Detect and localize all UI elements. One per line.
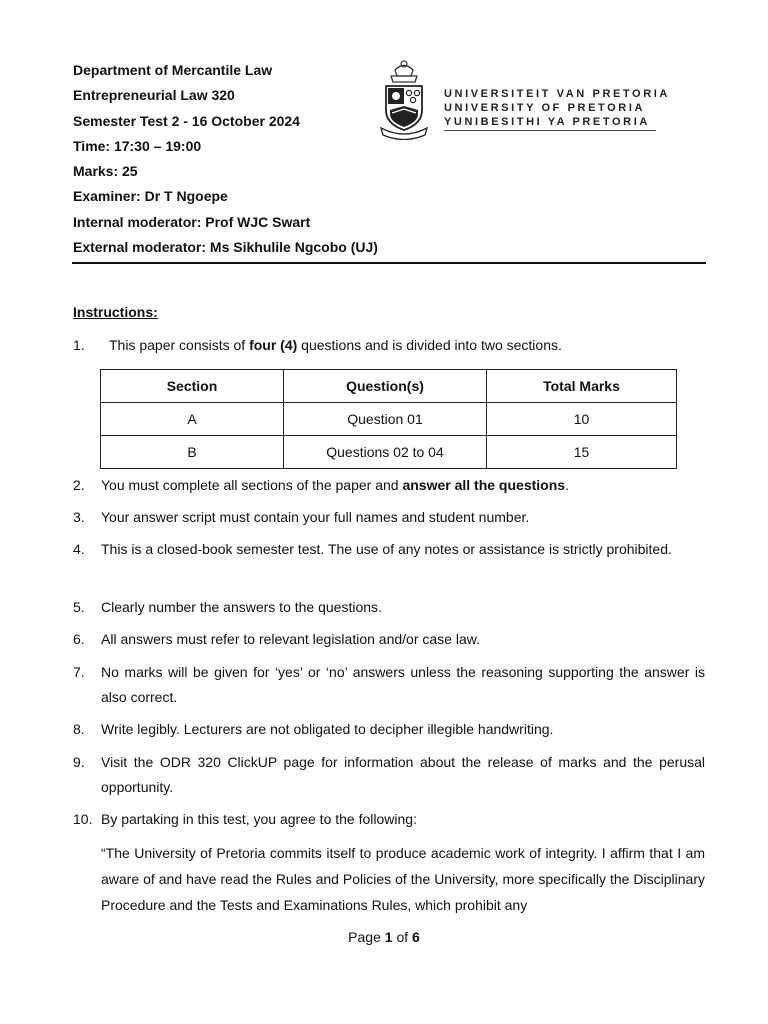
exam-header-info (73, 58, 378, 260)
instruction-item (73, 717, 705, 742)
university-name-underline (444, 130, 656, 131)
table-cell: Questions 02 to 04 (284, 436, 487, 469)
item-text: This is a closed-book semester test. The use of any notes or assistance is strictly prohibited. (101, 541, 672, 557)
header-divider (72, 262, 706, 264)
page-label: Page (348, 929, 381, 945)
total-pages: 6 (412, 929, 420, 945)
table-cell: A (101, 403, 284, 436)
item-number: 4. (73, 541, 85, 557)
item-number: 1. (73, 337, 85, 353)
page-of-label: of (396, 929, 409, 945)
university-name-afrikaans: UNIVERSITEIT VAN PRETORIA (444, 88, 670, 100)
sections-table (100, 369, 677, 469)
integrity-declaration: “The University of Pretoria commits itself to produce academic work of integrity. I affirm that I am aware of and have read the Rules and Policies of the University, more specifically the Disciplinary Procedure and the Tests and Examinations Rules, which prohibit any (101, 845, 705, 913)
table-row (101, 403, 677, 436)
item-text: Visit the ODR 320 ClickUP page for information about the release of marks and the perusal opportunity. (101, 754, 705, 795)
column-header-questions: Question(s) (284, 370, 487, 403)
internal-moderator-line: Internal moderator: Prof WJC Swart (73, 213, 311, 230)
item-number: 10. (73, 811, 93, 827)
item-text: Clearly number the answers to the questions. (101, 599, 382, 615)
table-cell: B (101, 436, 284, 469)
instruction-item (73, 505, 705, 530)
item-number: 2. (73, 477, 85, 493)
university-name-english: UNIVERSITY OF PRETORIA (444, 102, 646, 114)
item-text: You must complete all sections of the paper and (101, 477, 403, 493)
column-header-section: Section (101, 370, 284, 403)
table-row (101, 436, 677, 469)
marks-line: Marks: 25 (73, 163, 138, 180)
instruction-item (73, 333, 705, 358)
instruction-item (73, 750, 705, 800)
table-header-row (101, 370, 677, 403)
table-cell: 10 (487, 403, 677, 436)
item-number: 3. (73, 509, 85, 525)
external-moderator-line: External moderator: Ms Sikhulile Ngcobo (UJ) (73, 239, 378, 256)
university-names (444, 87, 670, 129)
column-header-total-marks: Total Marks (487, 370, 677, 403)
item-text: No marks will be given for ‘yes’ or ‘no’ answers unless the reasoning supporting the answer is also correct. (101, 664, 705, 705)
instructions-heading: Instructions: (73, 304, 158, 320)
item-number: 6. (73, 631, 85, 647)
item-text: This paper consists of (109, 337, 250, 353)
instruction-item (73, 807, 705, 832)
table-cell: 15 (487, 436, 677, 469)
item-number: 8. (73, 721, 85, 737)
instruction-item (73, 595, 705, 620)
item-text: Write legibly. Lecturers are not obligated to decipher illegible handwriting. (101, 721, 554, 737)
table-cell: Question 01 (284, 403, 487, 436)
item-text: All answers must refer to relevant legislation and/or case law. (101, 631, 480, 647)
item-text: Your answer script must contain your full names and student number. (101, 509, 530, 525)
item-bold-text: answer all the questions (402, 477, 566, 493)
university-name-sepedi: YUNIBESITHI YA PRETORIA (444, 116, 650, 128)
item-bold-text: four (4) (249, 337, 298, 353)
item-number: 7. (73, 664, 85, 680)
item-text: questions and is divided into two sections. (297, 337, 562, 353)
department-line: Department of Mercantile Law (73, 62, 273, 78)
time-line: Time: 17:30 – 19:00 (73, 137, 202, 154)
test-date-line: Semester Test 2 - 16 October 2024 (73, 112, 300, 129)
instruction-item (73, 627, 705, 652)
instruction-item (73, 537, 705, 562)
page-number: 1 (384, 929, 393, 945)
item-text: By partaking in this test, you agree to the following: (101, 811, 417, 827)
page-footer (0, 929, 768, 945)
examiner-line: Examiner: Dr T Ngoepe (73, 188, 228, 205)
item-text: . (565, 477, 569, 493)
module-line: Entrepreneurial Law 320 (73, 87, 235, 104)
item-number: 9. (73, 754, 85, 770)
item-number: 5. (73, 599, 85, 615)
instruction-item (73, 660, 705, 710)
instruction-item (73, 473, 705, 498)
